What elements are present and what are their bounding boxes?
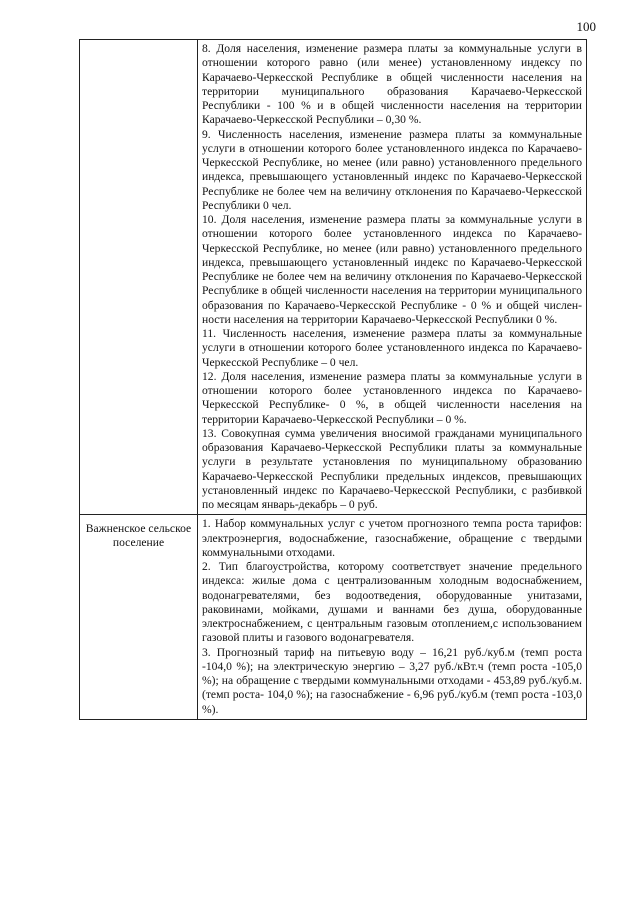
indicators-cell <box>198 515 587 720</box>
settlement-cell-empty <box>80 40 198 515</box>
settlement-name: Важненское сельское поселение <box>85 522 192 550</box>
paragraph-3: 3. Прогнозный тариф на питьевую воду – 16,21 руб./куб.м (темп роста -104,0 %); на электрическую энергию – 3,27 руб./кВт.ч (темп роста -105,0 %); на обращение с твердыми коммунальными отходами - 453,89 руб./куб.м. (темп роста- 104,0 %); на газоснабжение - 6,96 руб./куб.м (темп роста -103,0 %). <box>202 645 582 716</box>
document-table <box>79 39 587 720</box>
page-number: 100 <box>576 19 596 34</box>
settlement-cell <box>80 515 198 720</box>
paragraph-8: 8. Доля населения, изменение размера платы за коммунальные услуги в отношении которого равно (или менее) установленному индексу по Карачаево-Черкесской Республике в общей численности населения на территории муниципального образования Карачаево-Черкесской Республики - 100 % и в общей численности населения на территории Карачаево-Черкесской Республики – 0,30 %. <box>202 42 582 127</box>
indicators-cell <box>198 40 587 515</box>
paragraph-1: 1. Набор коммунальных услуг с учетом прогнозного темпа роста тарифов: электроэнергия, водоснабжение, газоснабжение, обращение с твердыми коммунальными отходами. <box>202 517 582 559</box>
table-row <box>80 40 587 515</box>
table-row <box>80 515 587 720</box>
paragraph-11: 11. Численность населения, изменение размера платы за коммунальные услуги в отношении которого более установленного индекса по Карачаево-Черкесской Республике – 0 чел. <box>202 327 582 369</box>
paragraph-12: 12. Доля населения, изменение размера платы за коммунальные услуги в отношении которого более установленного индекса по Карачаево-Черкесской Республике- 0 %, в общей численности населения на территории Карачаево-Черкесской Республики – 0 %. <box>202 369 582 426</box>
paragraph-13: 13. Совокупная сумма увеличения вносимой гражданами муниципального образования Карачаево-Черкесской Республики платы за коммунальные услуги в результате установления по муниципальному образованию Карачаево-Черкесской Республики предельных индексов, превышающих установленный индекс по Карачаево-Черкесской Республики, с разбивкой по месяцам январь-декабрь – 0 руб. <box>202 426 582 511</box>
paragraph-9: 9. Численность населения, изменение размера платы за коммунальные услуги в отношении которого более установленного индекса по Карачаево-Черкесской Республике, но менее (или равно) установленного предельного индекса, превышающего установленный индекс по Карачаево-Черкесской Республике не более чем на величину отклонения по Карачаево-Черкесской Республики 0 чел. <box>202 127 582 212</box>
paragraph-10: 10. Доля населения, изменение размера платы за коммунальные услуги в отношении которого более установленного индекса по Карачаево-Черкесской Республике, но менее (или равно) установленного предельного индекса, превышающего установленный индекс по Карачаево-Черкесской Республике не более чем на величину отклонения по Карачаево-Черкесской Республике в общей численности населения на территории муниципального образования по Карачаево-Черкесской Республике - 0 % и общей численности населения на территории Карачаево-Черкесской Республики 0 %. <box>202 213 582 326</box>
paragraph-2: 2. Тип благоустройства, которому соответствует значение предельного индекса: жилые дома с централизованным холодным водоснабжением, водонагревателями, без водоотведения, оборудованные унитазами, раковинами, мойками, душами и ваннами без душа, оборудованные электроснабжением, с центральным газовым отоплением,с использованием газовой плиты и газового водонагревателя. <box>202 560 582 645</box>
